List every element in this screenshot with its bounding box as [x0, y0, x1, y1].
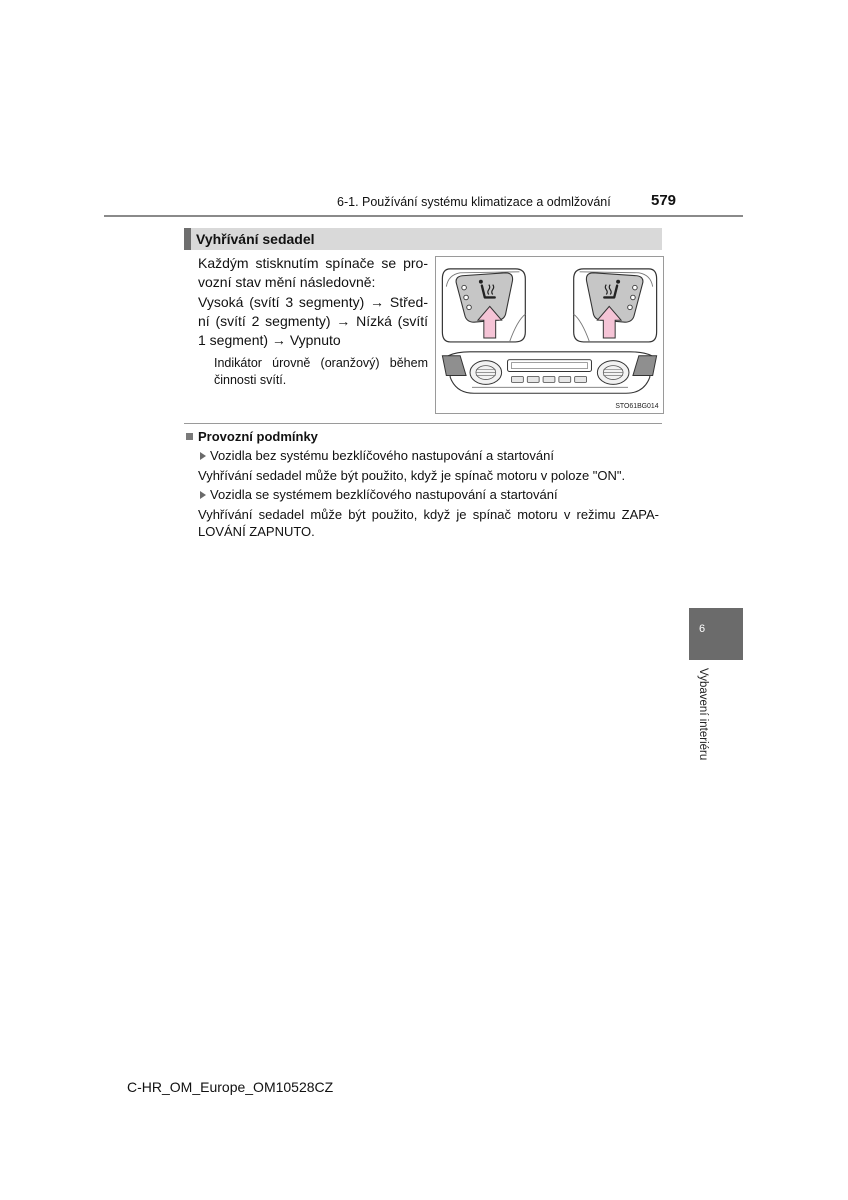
- body-line: vozní stav mění následovně:: [198, 274, 376, 291]
- section-title-bar: [184, 228, 662, 250]
- condition-line: Vyhřívání sedadel může být použito, když je spínač motoru v poloze "ON".: [198, 468, 626, 483]
- seat-heater-illustration: [436, 257, 663, 413]
- level-indicator-dot: [467, 305, 472, 310]
- note-line: činnosti svítí.: [214, 373, 287, 387]
- chapter-tab: [689, 608, 743, 660]
- chapter-number: 6: [699, 623, 706, 635]
- chapter-label: Vybavení interiéru: [697, 668, 709, 761]
- triangle-bullet-icon: [200, 491, 206, 499]
- note-line: Indikátor úrovně (oranžový) během: [214, 356, 428, 370]
- section-title: Vyhřívání sedadel: [196, 231, 315, 247]
- level-indicator-dot: [462, 285, 467, 290]
- indicator-note: [214, 355, 428, 389]
- left-seat-heater-switch: [442, 269, 525, 342]
- climate-buttons: [511, 376, 586, 382]
- right-seat-heater-switch: [574, 269, 657, 342]
- conditions-title: Provozní podmínky: [198, 429, 318, 444]
- condition-label-text: Vozidla bez systému bezklíčového nastupování a startování: [210, 448, 554, 463]
- figure-code: STO61BG014: [615, 403, 659, 411]
- condition-item-text: [198, 467, 659, 484]
- level-indicator-dot: [631, 295, 636, 300]
- level-indicator-dot: [628, 305, 633, 310]
- level-indicator-dot: [633, 285, 638, 290]
- body-line: Vysoká (svítí 3 segmenty) → Střed-: [198, 293, 428, 310]
- document-code: C-HR_OM_Europe_OM10528CZ: [127, 1079, 334, 1095]
- section-divider: [184, 423, 662, 424]
- condition-item-label: [200, 447, 554, 465]
- center-console: [442, 352, 656, 393]
- page-number: 579: [651, 192, 677, 209]
- body-line: 1 segment) → Vypnuto: [198, 332, 341, 349]
- level-indicator-dot: [464, 295, 469, 300]
- square-bullet-icon: [186, 433, 193, 440]
- climate-display: [508, 360, 592, 372]
- condition-label-text: Vozidla se systémem bezklíčového nastupování a startování: [210, 487, 558, 502]
- section-title-accent: [184, 228, 191, 250]
- condition-item-text: [198, 506, 659, 540]
- right-air-vent: [597, 361, 629, 385]
- header-divider: [104, 215, 743, 217]
- triangle-bullet-icon: [200, 452, 206, 460]
- conditions-heading: [186, 428, 318, 446]
- seat-heater-figure: [435, 256, 664, 414]
- body-line: ní (svítí 2 segmenty) → Nízká (svítí: [198, 312, 428, 329]
- condition-line: Vyhřívání sedadel může být použito, když je spínač motoru v režimu ZAPA-: [198, 507, 659, 522]
- left-air-vent: [470, 361, 502, 385]
- condition-line: LOVÁNÍ ZAPNUTO.: [198, 524, 315, 539]
- running-header-section: 6-1. Používání systému klimatizace a odmlžování: [337, 195, 611, 209]
- body-paragraph: [198, 254, 428, 350]
- body-line: Každým stisknutím spínače se pro-: [198, 255, 428, 271]
- condition-item-label: [200, 486, 558, 504]
